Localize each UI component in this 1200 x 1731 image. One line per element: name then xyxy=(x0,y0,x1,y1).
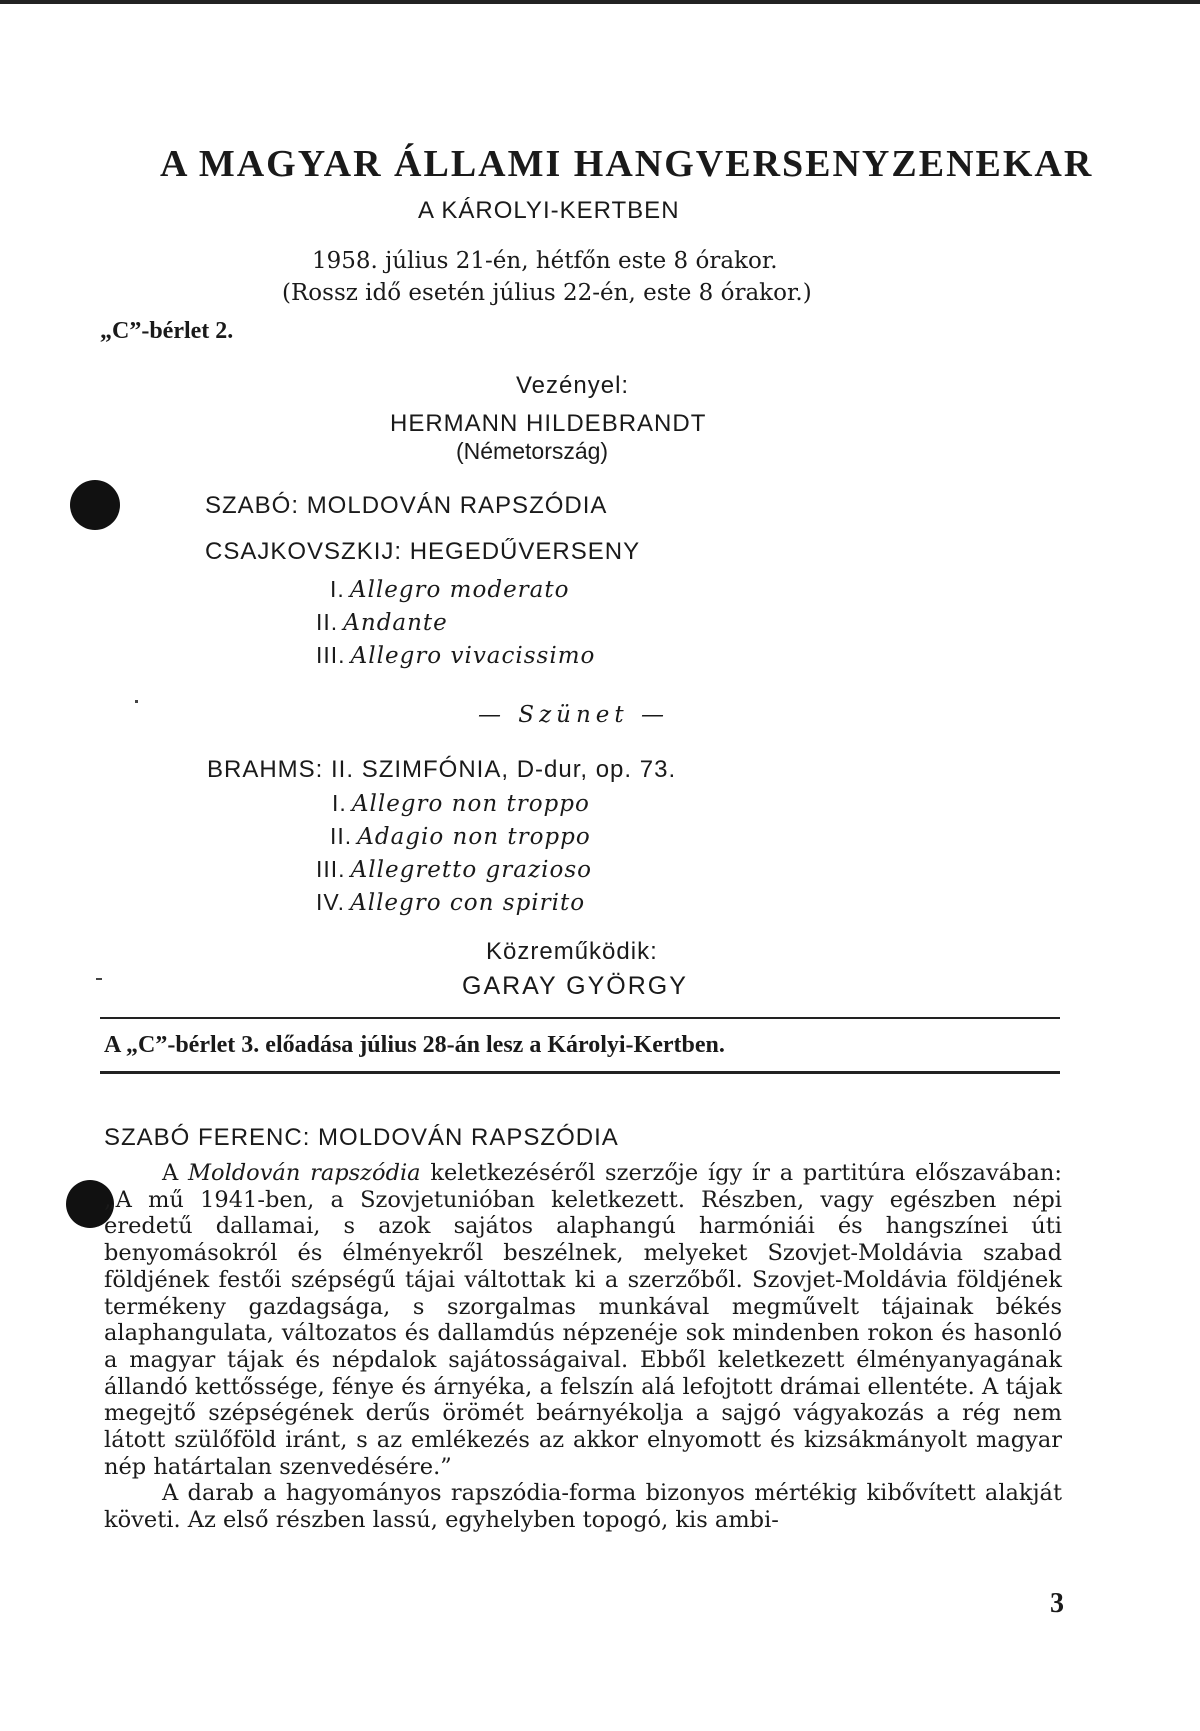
movement-number: IV. xyxy=(316,889,346,915)
punch-hole-mark xyxy=(70,480,120,530)
movement-name: Allegro vivacissimo xyxy=(350,643,596,669)
notes-paragraph xyxy=(104,1160,1062,1480)
movement-name: Allegretto grazioso xyxy=(350,857,592,883)
movement-row xyxy=(316,642,595,669)
movement-number: III. xyxy=(316,642,346,668)
venue-subtitle: A KÁROLYI-KERTBEN xyxy=(418,197,680,224)
interval-label: — Szünet — xyxy=(478,702,669,728)
movement-number: I. xyxy=(330,576,345,602)
program-piece-1: SZABÓ: MOLDOVÁN RAPSZÓDIA xyxy=(205,492,608,519)
movement-row xyxy=(316,889,585,916)
concert-date: 1958. július 21-én, hétfőn este 8 órakor. xyxy=(312,248,778,274)
orchestra-title: A MAGYAR ÁLLAMI HANGVERSENYZENEKAR xyxy=(160,143,1094,185)
program-piece-2: CSAJKOVSZKIJ: HEGEDŰVERSENY xyxy=(205,538,641,565)
next-concert-notice: A „C”-bérlet 3. előadása július 28-án lesz a Károlyi-Kertben. xyxy=(104,1032,725,1058)
top-border xyxy=(0,0,1200,4)
conductor-name: HERMANN HILDEBRANDT xyxy=(390,410,707,437)
divider-top xyxy=(100,1017,1060,1019)
page-number: 3 xyxy=(1050,1588,1064,1619)
movement-name: Allegro con spirito xyxy=(350,890,586,916)
movement-row xyxy=(332,790,590,817)
program-notes xyxy=(104,1160,1062,1534)
movement-name: Allegro non troppo xyxy=(351,791,590,817)
movement-name: Adagio non troppo xyxy=(357,824,591,850)
notes-text: A xyxy=(162,1160,188,1186)
movement-number: I. xyxy=(332,790,347,816)
movement-name: Allegro moderato xyxy=(349,577,570,603)
movement-name: Andante xyxy=(343,610,448,636)
movement-number: II. xyxy=(330,823,353,849)
conductor-country: (Németország) xyxy=(456,438,609,464)
soloist-label: Közreműködik: xyxy=(486,938,658,965)
soloist-name: GARAY GYÖRGY xyxy=(462,972,688,1000)
movement-row xyxy=(316,856,592,883)
subscription-series: „C”-bérlet 2. xyxy=(100,318,234,344)
stray-mark xyxy=(135,700,138,703)
movement-row xyxy=(330,576,569,603)
movement-number: III. xyxy=(316,856,346,882)
movement-row xyxy=(330,823,591,850)
piece-title-italic: Moldován rapszódia xyxy=(187,1160,421,1186)
stray-mark xyxy=(96,978,102,980)
divider-bottom xyxy=(100,1071,1060,1074)
notes-heading: SZABÓ FERENC: MOLDOVÁN RAPSZÓDIA xyxy=(104,1124,619,1151)
rain-date: (Rossz idő esetén július 22-én, este 8 órakor.) xyxy=(282,280,812,306)
movement-row xyxy=(316,609,448,636)
program-piece-3: BRAHMS: II. SZIMFÓNIA, D-dur, op. 73. xyxy=(207,756,677,783)
conductor-label: Vezényel: xyxy=(516,372,630,399)
movement-number: II. xyxy=(316,609,339,635)
notes-text: keletkezéséről szerzője így ír a partitúra előszavában: „A mű 1941-ben, a Szovjetunióban keletkezett. Részben, vagy egészben népi eredetű dallamai, s azok sajátos alaphangú harmóniái és hangszínei úti benyomásokról és élményekről beszélnek, melyeket Szovjet-Moldávia szabad földjének festői szépségű tájai váltottak ki a szerzőből. Szovjet-Moldávia földjének termékeny gazdagsága, s szorgalmas munkával megművelt tájainak békés alaphangulata, változatos és dallamdús népzenéje sok mindenben rokon és hasonló a magyar tájak és népdalok sajátosságaival. Ebből keletkezett élményanyagának állandó kettőssége, fénye és árnyéka, a felszín alá lefojtott drámai ellentéte. A tájak megejtő szépségének derűs örömét beárnyékolja a sajgó vágyakozás a rég nem látott szülőföld iránt, s az emlékezés az akkor elnyomott és kizsákmányolt magyar nép határtalan szenvedésére.” xyxy=(104,1160,1062,1480)
notes-paragraph: A darab a hagyományos rapszódia-forma bizonyos mértékig kibővített alakját követi. Az első részben lassú, egyhelyben topogó, kis ambi- xyxy=(104,1480,1062,1534)
